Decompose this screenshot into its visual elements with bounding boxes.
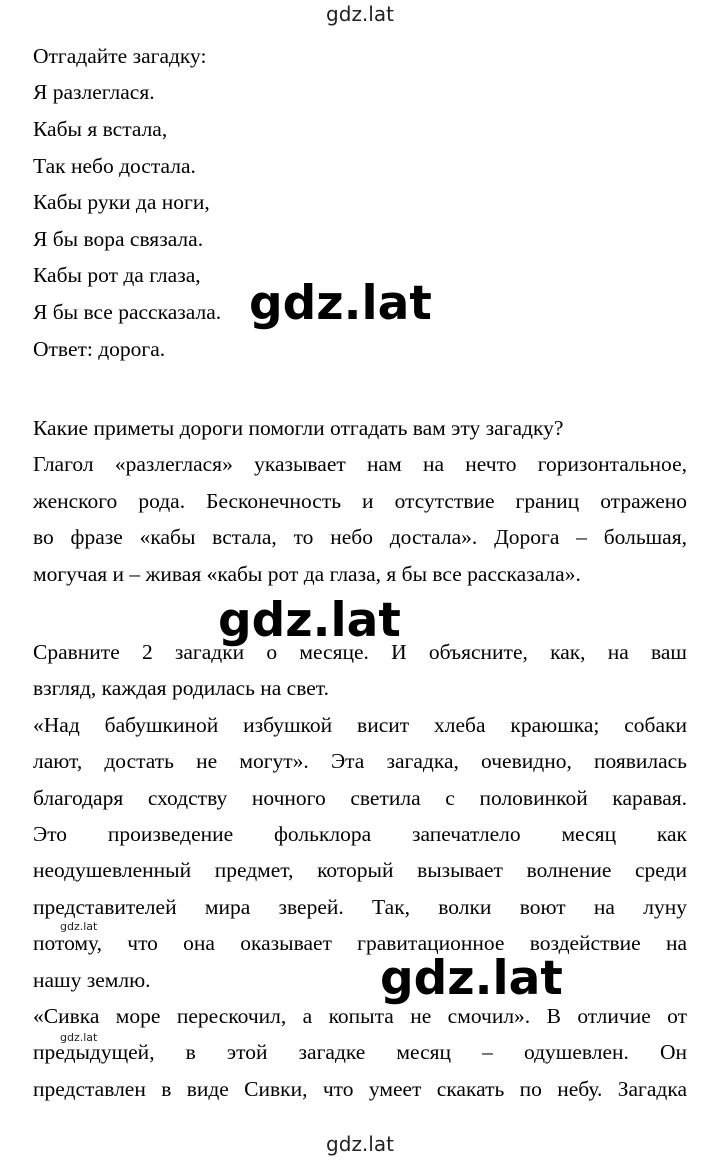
riddle-line: Отгадайте загадку:: [33, 44, 207, 68]
riddle-line: Я бы вора связала.: [33, 227, 204, 251]
text-line: могучая и – живая «кабы рот да глаза, я бы все рассказала».: [33, 561, 581, 586]
text-line: «Над бабушкиной избушкой висит хлеба краюшка; собаки: [33, 712, 687, 737]
paragraph-question-2: [33, 634, 687, 1107]
watermark-large: gdz.lat: [380, 951, 563, 1006]
text-line: лают, достать не могут». Эта загадка, очевидно, появилась: [33, 749, 687, 774]
text-line: представителей мира зверей. Так, волки воют на луну: [33, 894, 687, 919]
text-line: нашу землю.: [33, 967, 151, 992]
watermark-bottom: gdz.lat: [326, 1132, 394, 1156]
text-line: представлен в виде Сивки, что умеет скакать по небу. Загадка: [33, 1076, 687, 1101]
watermark-top: gdz.lat: [326, 2, 394, 26]
riddle-line: Кабы я встала,: [33, 117, 168, 141]
text-line: во фразе «кабы встала, то небо достала». Дорога – большая,: [33, 525, 687, 550]
text-line: Сравните 2 загадки о месяце. И объясните, как, на ваш: [33, 640, 687, 664]
text-line: потому, что она оказывает гравитационное воздействие на: [33, 931, 687, 956]
watermark-small: gdz.lat: [60, 1031, 98, 1044]
watermark-large: gdz.lat: [218, 593, 401, 648]
text-line: неодушевленный предмет, который вызывает волнение среди: [33, 858, 687, 883]
text-line: предыдущей, в этой загадке месяц – одушевлен. Он: [33, 1040, 687, 1065]
text-line: благодаря сходству ночного светила с половинкой каравая.: [33, 785, 687, 810]
watermark-large: gdz.lat: [249, 276, 432, 331]
paragraph-question-1: [33, 410, 687, 592]
text-line: женского рода. Бесконечность и отсутствие границ отражено: [33, 488, 687, 513]
riddle-answer: Ответ: дорога.: [33, 337, 166, 361]
text-line: Глагол «разлеглася» указывает нам на нечто горизонтальное,: [33, 452, 687, 477]
text-line: «Сивка море перескочил, а копыта не смочил». В отличие от: [33, 1003, 687, 1028]
riddle-line: Я бы все рассказала.: [33, 300, 222, 324]
text-line: Это произведение фольклора запечатлело месяц как: [33, 821, 687, 846]
watermark-small: gdz.lat: [60, 920, 98, 933]
riddle-line: Я разлеглася.: [33, 80, 155, 104]
riddle-line: Кабы руки да ноги,: [33, 190, 210, 214]
text-line: взгляд, каждая родилась на свет.: [33, 676, 329, 701]
riddle-line: Так небо достала.: [33, 154, 196, 178]
text-line: Какие приметы дороги помогли отгадать вам эту загадку?: [33, 416, 564, 440]
riddle-line: Кабы рот да глаза,: [33, 263, 201, 287]
